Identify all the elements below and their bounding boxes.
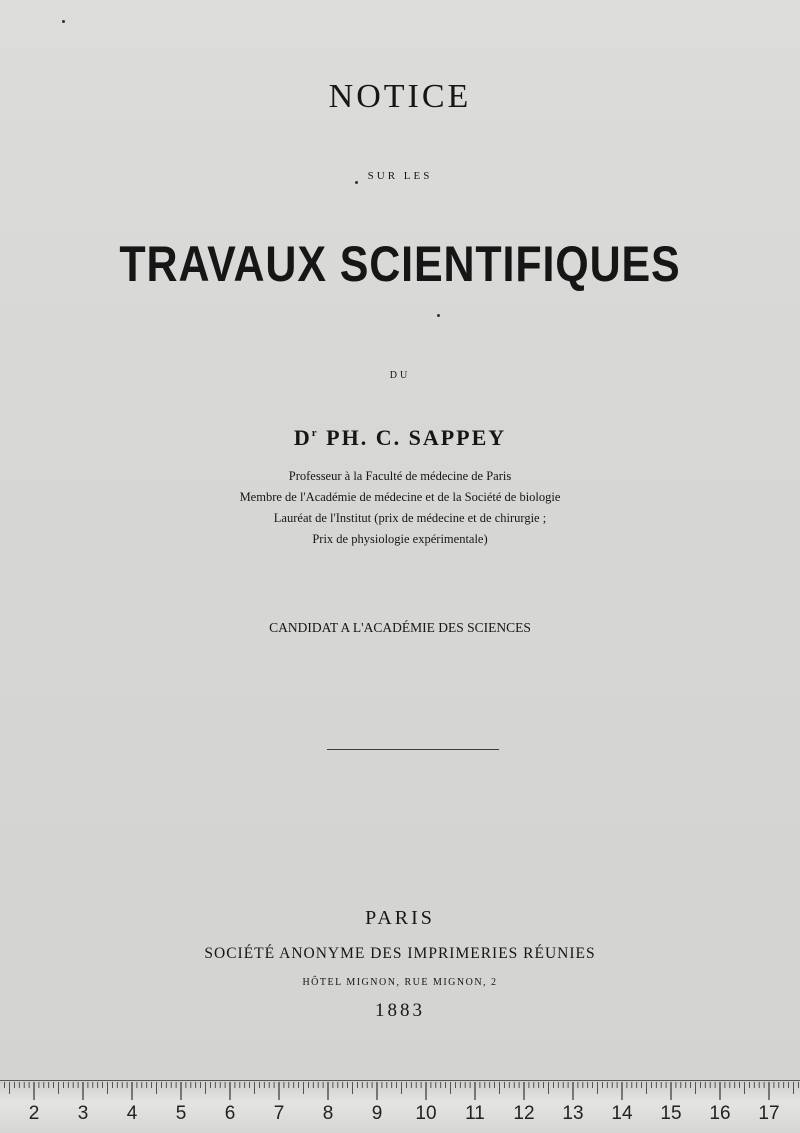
ruler-label: 5 bbox=[175, 1103, 187, 1124]
credential-line: Lauréat de l'Institut (prix de médecine et de chirurgie ; bbox=[273, 511, 547, 525]
author-prefix: D bbox=[293, 425, 312, 450]
ruler-label: 16 bbox=[709, 1103, 731, 1124]
ruler-label: 9 bbox=[371, 1103, 383, 1124]
ruler-label: 14 bbox=[611, 1103, 633, 1124]
sur-les-text: SUR LES bbox=[367, 170, 433, 182]
ruler-label: 2 bbox=[28, 1103, 40, 1124]
candidacy-text: CANDIDAT A L'ACADÉMIE DES SCIENCES bbox=[269, 620, 531, 635]
ruler-label: 10 bbox=[415, 1103, 437, 1124]
ruler-label: 6 bbox=[224, 1103, 236, 1124]
author-prefix-superscript: r bbox=[311, 427, 319, 439]
publication-year: 1883 bbox=[375, 1000, 425, 1021]
du-text: DU bbox=[389, 370, 411, 381]
ruler-label: 17 bbox=[758, 1103, 780, 1124]
ruler-label: 15 bbox=[660, 1103, 682, 1124]
author-name: PH. C. SAPPEY bbox=[326, 425, 507, 450]
ink-speck bbox=[62, 20, 65, 23]
divider-rule bbox=[327, 749, 499, 750]
ruler-label: 8 bbox=[322, 1103, 334, 1124]
main-title: TRAVAUX SCIENTIFIQUES bbox=[119, 236, 681, 292]
author-credentials bbox=[0, 466, 800, 550]
notice-title: NOTICE bbox=[328, 78, 472, 115]
ruler-label: 11 bbox=[465, 1103, 485, 1124]
ruler-label: 13 bbox=[562, 1103, 584, 1124]
credential-line: Prix de physiologie expérimentale) bbox=[312, 532, 488, 546]
ruler-label: 4 bbox=[126, 1103, 138, 1124]
ruler-label: 3 bbox=[77, 1103, 89, 1124]
ruler-label: 12 bbox=[513, 1103, 535, 1124]
publisher-name: SOCIÉTÉ ANONYME DES IMPRIMERIES RÉUNIES bbox=[204, 945, 596, 962]
measurement-ruler bbox=[0, 1080, 800, 1133]
publication-city: PARIS bbox=[365, 907, 435, 929]
ink-speck bbox=[437, 314, 440, 317]
credential-line: Membre de l'Académie de médecine et de la Société de biologie bbox=[239, 490, 561, 504]
publisher-address: HÔTEL MIGNON, RUE MIGNON, 2 bbox=[302, 977, 498, 988]
credential-line: Professeur à la Faculté de médecine de Paris bbox=[288, 469, 512, 483]
author-name-line bbox=[0, 425, 800, 451]
ruler-label: 7 bbox=[273, 1103, 285, 1124]
